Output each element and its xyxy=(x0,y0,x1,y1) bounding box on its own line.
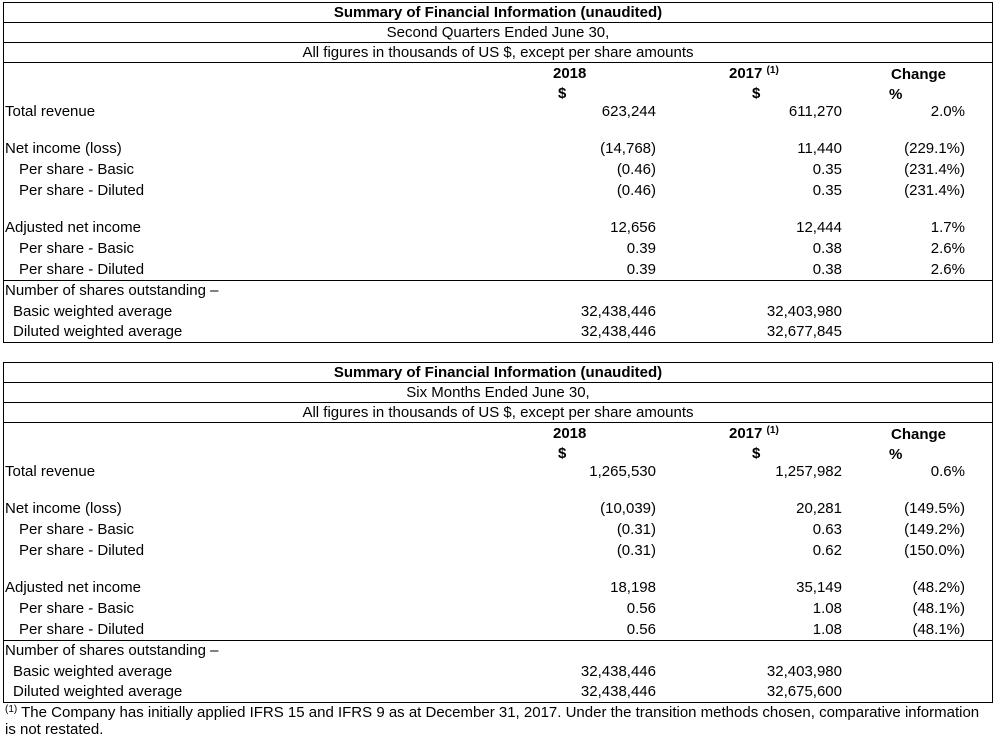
value-change: (48.1%) xyxy=(912,621,965,638)
value-2017: 0.38 xyxy=(812,240,842,257)
value-2017: 0.62 xyxy=(812,542,842,559)
col-header-change: Change xyxy=(891,66,947,83)
value-change: (229.1%) xyxy=(904,140,965,157)
value-change: (149.2%) xyxy=(904,521,965,538)
currency-2018: $ xyxy=(558,445,567,462)
row-label: Number of shares outstanding – xyxy=(5,642,219,659)
value-2018: 32,438,446 xyxy=(580,663,656,680)
value-2017: 12,444 xyxy=(796,219,842,236)
row-label: Total revenue xyxy=(5,103,96,120)
value-2017: 32,403,980 xyxy=(766,303,842,320)
value-change: (150.0%) xyxy=(904,542,965,559)
value-2018: 18,198 xyxy=(610,579,656,596)
row-divider xyxy=(4,260,992,281)
value-2017: 11,440 xyxy=(797,140,842,157)
footnote-marker: (1) xyxy=(766,65,779,76)
currency-2017: $ xyxy=(752,85,761,102)
row-label: Number of shares outstanding – xyxy=(5,282,219,299)
currency-2017: $ xyxy=(752,445,761,462)
row-label: Per share - Basic xyxy=(19,161,135,178)
value-change: (231.4%) xyxy=(904,182,965,199)
value-2017: 0.38 xyxy=(812,261,842,278)
value-2017: 611,270 xyxy=(788,103,842,120)
value-2018: 0.56 xyxy=(626,621,656,638)
table-period: Second Quarters Ended June 30, xyxy=(4,23,992,43)
table-title: Summary of Financial Information (unaudited) xyxy=(4,3,992,23)
value-change: 0.6% xyxy=(930,463,965,480)
value-2017: 35,149 xyxy=(796,579,842,596)
value-2018: 32,438,446 xyxy=(580,683,656,700)
value-2018: (0.46) xyxy=(616,182,656,199)
row-label: Per share - Diluted xyxy=(19,182,145,199)
value-change: (231.4%) xyxy=(904,161,965,178)
currency-2018: $ xyxy=(558,85,567,102)
value-change: (48.1%) xyxy=(912,600,965,617)
row-label: Per share - Basic xyxy=(19,600,135,617)
row-label: Adjusted net income xyxy=(5,219,141,236)
value-2017: 32,677,845 xyxy=(766,323,842,340)
row-label: Per share - Diluted xyxy=(19,542,145,559)
row-label: Per share - Diluted xyxy=(19,621,145,638)
row-label: Per share - Basic xyxy=(19,240,135,257)
value-2018: 623,244 xyxy=(601,103,656,120)
value-2018: (10,039) xyxy=(600,500,656,517)
summary-table-six-months xyxy=(3,362,993,703)
value-2017: 20,281 xyxy=(796,500,842,517)
value-2017: 1.08 xyxy=(812,600,842,617)
value-2018: (0.31) xyxy=(616,542,656,559)
footnote xyxy=(5,704,990,738)
summary-table-quarter xyxy=(3,2,993,343)
footnote-text: The Company has initially applied IFRS 15 and IFRS 9 as at December 31, 2017. Under the transition methods chosen, comparative information is not restated. xyxy=(5,704,980,738)
value-2017: 1.08 xyxy=(812,621,842,638)
table-units: All figures in thousands of US $, except per share amounts xyxy=(4,403,992,423)
value-2017: 0.63 xyxy=(812,521,842,538)
row-divider xyxy=(4,620,992,641)
value-2018: 0.39 xyxy=(626,261,656,278)
footnote-marker: (1) xyxy=(5,704,18,715)
value-2018: (0.31) xyxy=(616,521,656,538)
table-units: All figures in thousands of US $, except per share amounts xyxy=(4,43,992,63)
value-2018: (14,768) xyxy=(600,140,656,157)
row-label: Net income (loss) xyxy=(5,140,122,157)
value-2017: 0.35 xyxy=(812,182,842,199)
col-header-2018: 2018 xyxy=(553,65,587,82)
currency-change: % xyxy=(889,446,903,463)
col-header-2017: 2017 $^{(1)}$ xyxy=(729,65,779,82)
row-label: Basic weighted average xyxy=(13,303,173,320)
row-label: Total revenue xyxy=(5,463,96,480)
value-change: 1.7% xyxy=(930,219,965,236)
value-2018: 12,656 xyxy=(610,219,656,236)
value-change: 2.0% xyxy=(930,103,965,120)
row-label: Diluted weighted average xyxy=(13,323,183,340)
currency-change: % xyxy=(889,86,903,103)
value-2018: 32,438,446 xyxy=(580,303,656,320)
row-label: Adjusted net income xyxy=(5,579,141,596)
col-header-change: Change xyxy=(891,426,947,443)
row-label: Net income (loss) xyxy=(5,500,122,517)
table-title: Summary of Financial Information (unaudited) xyxy=(4,363,992,383)
row-label: Per share - Basic xyxy=(19,521,135,538)
col-header-2017: 2017 $^{(1)}$ xyxy=(729,425,779,442)
value-2018: 32,438,446 xyxy=(580,323,656,340)
value-change: 2.6% xyxy=(930,261,965,278)
value-2018: 0.39 xyxy=(626,240,656,257)
row-label: Diluted weighted average xyxy=(13,683,183,700)
value-change: 2.6% xyxy=(930,240,965,257)
row-label: Basic weighted average xyxy=(13,663,173,680)
value-2018: 0.56 xyxy=(626,600,656,617)
row-label: Per share - Diluted xyxy=(19,261,145,278)
footnote-marker: (1) xyxy=(766,425,779,436)
table-period: Six Months Ended June 30, xyxy=(4,383,992,403)
value-2017: 0.35 xyxy=(812,161,842,178)
value-change: (149.5%) xyxy=(904,500,965,517)
col-header-2018: 2018 xyxy=(553,425,587,442)
value-2018: 1,265,530 xyxy=(589,463,656,480)
value-2017: 32,403,980 xyxy=(766,663,842,680)
value-2018: (0.46) xyxy=(616,161,656,178)
value-2017: 1,257,982 xyxy=(775,463,842,480)
value-change: (48.2%) xyxy=(912,579,965,596)
value-2017: 32,675,600 xyxy=(766,683,842,700)
